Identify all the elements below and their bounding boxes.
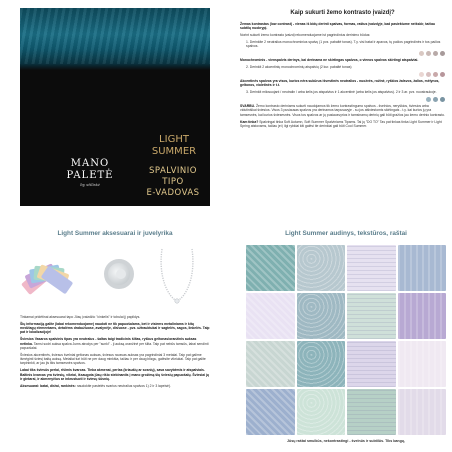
pearl-necklace-image [152, 247, 202, 305]
cover-title-line1: LIGHT [159, 134, 189, 145]
who-suits-text: Spalvingai tinka Soft Autumn, Soft Summer Spalviniams Tipams. Tai jų "DO TO" Tas pat tinkas tinka Light Summer ir Light Spring atstovams, tačiau jei į ilgi rybkiai kiti galėsi tie derinkiai gali būti Cool Summer. [240, 119, 442, 128]
fabric-photo [20, 8, 210, 66]
important-note [240, 104, 445, 117]
metal-guidance-bold: Šviesios Vasaros spalvinis tipas yra neutralus - šaltas taigi tradicinis šiltas, ryškus geltonas/oranžinis auksas netinka. [20, 337, 197, 346]
important-label: SVARBU. [240, 104, 256, 109]
bags-belts-label: Aksesuarai: batai, diržai, rankinės: [20, 383, 76, 388]
fabric-swatch [297, 245, 346, 291]
fabrics-heading: Light Summer audinys, tekstūros, raštai [285, 230, 407, 237]
swatch-row-3 [240, 97, 445, 102]
fabrics-section [246, 230, 446, 444]
list-item-3: 3. Derinkit milosuojant / neutralin / arba kelis jos atspalvius ir 1 akcentinė (arba kelis jos atspalvius). 2 ir 3 ar. pvz. nuostraukoje. [246, 90, 437, 95]
swatch [426, 72, 431, 77]
fabrics-caption: Jūsų raštai smulkūs, nekontrastingi - švelnūs ir subtilūs. Tiks bangų, [287, 439, 405, 443]
monochrome-definition-text: Monochrominis - vienspalvis derinys, kai derinama ne skirtingas spalvos, o vienos spalvos skirtingi atspalviai. [240, 58, 419, 63]
swatch [426, 51, 431, 56]
list-item-2: 2. Derinkit 2 akcentinių monochrominių atspalvių (2 kur. pabaltė tonas) [246, 65, 352, 70]
intro-bold [240, 22, 445, 31]
fabric-swatch [398, 341, 447, 387]
metal-guidance [20, 337, 210, 350]
fabric-swatch [347, 341, 396, 387]
stones-guidance [20, 368, 210, 381]
fabric-swatch [398, 389, 447, 435]
important-text: Žemo kontrasto deriniams sukurti naudojamos tik žemo kontrastingumo spalvos - švelnios, neryškios, šviesios arba vidutiniškai šviesios. Visos 3 pusiausas spalvos yra derinamos tarpusavyje - su jos atšviestomis skirtingais - t.y. kai kurios jų yra tamsesnės, kai kurios šviesesnės. Visos tos spalvos ar jų pusiausvyrios ir tamsinamų derinių gali būti gražios jau žemo derinio kontrasto. [240, 104, 445, 117]
intro-text: Norint sukurti žemo kontrasto įvaizdį rekomenduojame ist pagrindinius derinimo būdus: [240, 33, 371, 38]
fabric-swatch [347, 293, 396, 339]
low-contrast-section [240, 10, 445, 131]
swatch [419, 51, 424, 56]
fabric-swatch [297, 389, 346, 435]
swatch [433, 51, 438, 56]
section-heading: Kaip sukurti žemo kontrasto įvaizdį? [290, 10, 395, 16]
cover-subtitle-line3: E-VADOVAS [146, 188, 200, 198]
cover-subtitle-line2: TIPO [162, 177, 184, 187]
accent-definition [240, 79, 445, 88]
monochrome-definition [240, 58, 445, 62]
fabric-swatch [297, 341, 346, 387]
swatch-row-2 [240, 72, 445, 77]
swatch [433, 72, 438, 77]
fabric-swatch-grid [246, 245, 446, 435]
list-item-1: 1. Derinkite 2 neutralius monochrominius spalvų (1 pvz. pabaltė tonas). T.y. visi batai ir apavos, tų pačios pagrindinės ir tos pačios spalvos. [246, 40, 441, 49]
logo-subline: by stilistė [80, 182, 100, 187]
cover-title-line2: SUMMER [151, 146, 197, 157]
accessories-heading: Light Summer aksesuarai ir juvelyrika [57, 230, 173, 237]
logo-line2: PALETĖ [66, 170, 114, 181]
fabric-swatch [246, 389, 295, 435]
accessories-usage [20, 322, 210, 335]
fabric-swatch [246, 293, 295, 339]
fabric-swatch [246, 245, 295, 291]
fabric-shadow [20, 64, 210, 70]
who-suits [240, 120, 445, 129]
cover-subtitle-line1: SPALVINIO [149, 166, 197, 176]
intro-bold-text: Žemas kontrastas (low contrast) - vienas iš bidų derinti spalvas, formas, raštus įvaizdyje, kad pasiektume neišskir, tačiau subtilų nuokrypį. [240, 22, 436, 31]
stones-guidance-text: Labai tiks šviesūs perlai, rišimis kvarcas. Tinka akmenai, perlas (kriaušių ar sosnių), sava savybėmis ir atspalviais. Baltinis kvarcas yra šviesių, vikriai, išsaugota jūsų rišio stebinantis į mano grožimą šių šviesių papuošalų. Šviesiai jų ir gintarai, ir akmenyčius ar inkrustuoti ir šviesų šūsnių. [20, 368, 210, 381]
swatch [426, 97, 431, 102]
color-fan-image [22, 253, 78, 295]
accessories-section [20, 230, 210, 391]
guide-cover [20, 8, 210, 206]
bags-belts-guidance [20, 384, 210, 388]
swatch [440, 72, 445, 77]
logo-line1: MANO [70, 158, 110, 169]
swatch [440, 51, 445, 56]
bags-belts-text: naudokite pastelės svarius neutralius spalvos 1) 2 ir 3 lapeisė). [76, 383, 171, 388]
fabric-swatch [246, 341, 295, 387]
who-suits-label: Kam tinka? [240, 119, 259, 124]
metal-options: Šviesios akcentinės, šviesus švelniai geltonas auksas, šviesus rausvas auksas yra pagrindiniai 3 metalai. Taip pat galime išmėginti šviesį baltą auksą. Metaliai turi būti ne per daug minkšta, tačiau ir per daug blizgu, galėsite vikriukai. Taip pat galite tarpininkti, ar jau jis tiks tamsesnės spalvos. [20, 352, 206, 366]
silver-ring-image [104, 259, 134, 289]
accessories-intro: Tinkamai pridėtinai aksesuarai tapo Jūsų įvaizdžio "cinkelis" ir tobulai jį papildys. [20, 315, 141, 319]
accessories-images [20, 245, 210, 305]
swatch [433, 97, 438, 102]
fabric-swatch [347, 245, 396, 291]
accessories-usage-text: Šių informaciją galite (labai rekomenduojame) naudoti ne tik papuošalams, bet ir visiems metaliniams ir kitų medžiagų elementams, detalėms drabužiuose, avalynėje, diržuose - pvz. užtrauktukai ir sagtelės, sagos, linkelės. Taip pat ir lokalizacijoje! [20, 321, 210, 335]
swatch-row-1 [240, 51, 445, 56]
cover-subtitle [138, 166, 208, 199]
accent-definition-text: Akcentinės spalvos yra visos, kurios nėra sukūrus išvestinės neutralios - nuožvės, rožinė, ryškios žalsvos, žalios, mėlynos, geltonos, violetinės ir t.t. [240, 79, 440, 88]
fabric-swatch [398, 293, 447, 339]
swatch [440, 97, 445, 102]
fabric-swatch [347, 389, 396, 435]
brand-logo [60, 158, 120, 187]
fabric-swatch [297, 293, 346, 339]
cover-title [142, 134, 206, 158]
fabric-swatch [398, 245, 447, 291]
swatch [419, 72, 424, 77]
metal-guidance-text: Tamsi sodri auksa spalva Jums atrodys per "sunki" - ji auksą oranžinė per šilta. Taip pat nebūs tamsūs, labai sendinti papuošalai. [20, 341, 209, 350]
